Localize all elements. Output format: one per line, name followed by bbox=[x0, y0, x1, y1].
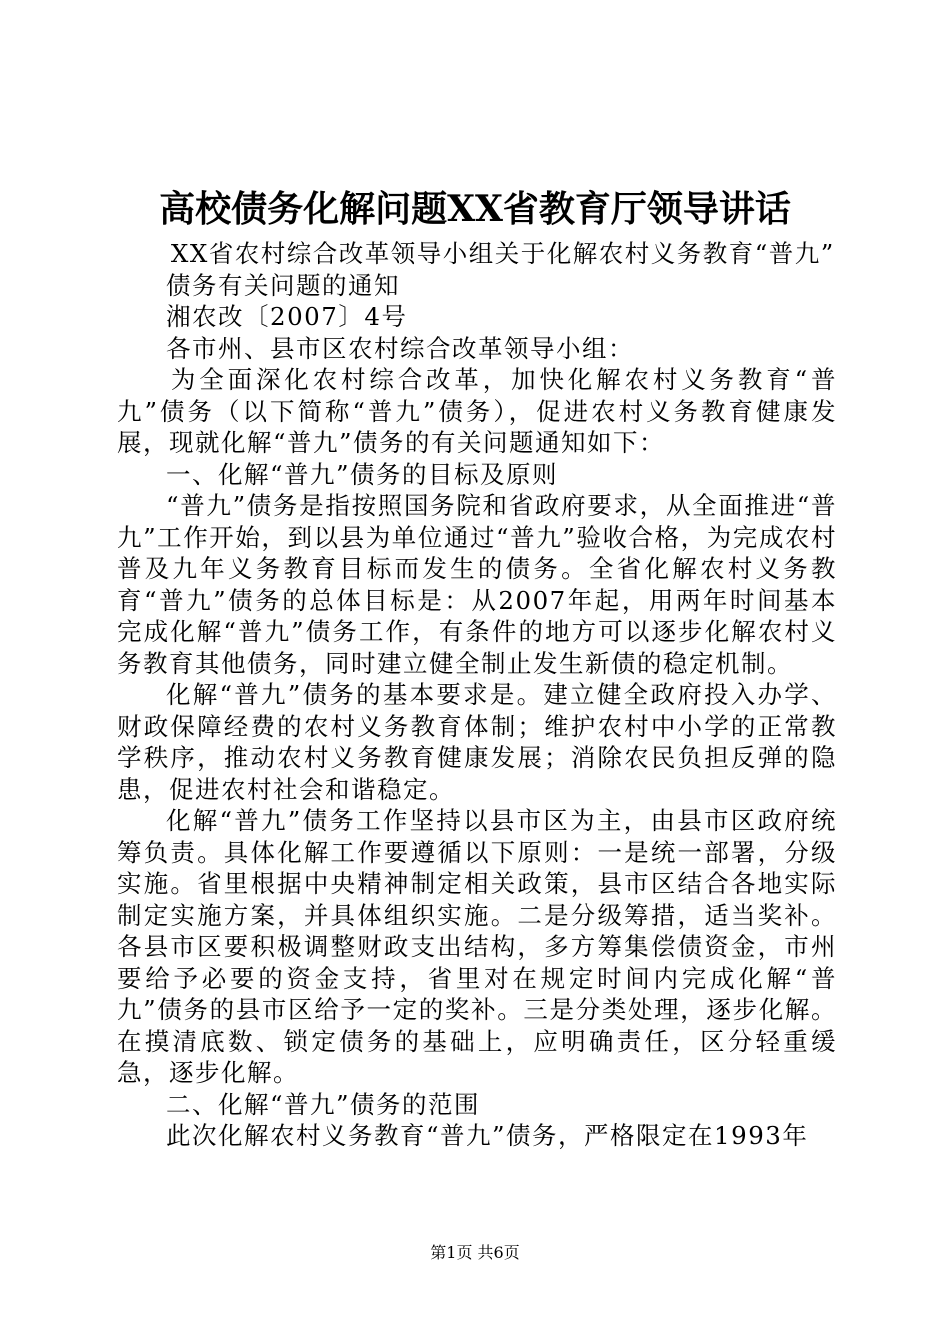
paragraph-definition: “普九”债务是指按照国务院和省政府要求，从全面推进“普九”工作开始，到以县为单位通过“普九”验收合格，为完成农村普及九年义务教育目标而发生的债务。全省化解农村义务教育“普九”债务的总体目标是：从2007年起，用两年时间基本完成化解“普九”债务工作，有条件的地方可以逐步化解农村义务教育其他债务，同时建立健全制止发生新债的稳定机制。 bbox=[117, 491, 837, 678]
section-heading-1: 一、化解“普九”债务的目标及原则 bbox=[166, 459, 559, 489]
paragraph-notice-heading-2: 债务有关问题的通知 bbox=[166, 270, 400, 300]
paragraph-notice-heading-1: XX省农村综合改革领导小组关于化解农村义务教育“普九” bbox=[170, 239, 835, 268]
document-body bbox=[117, 238, 837, 1152]
paragraph-principles: 化解“普九”债务工作坚持以县市区为主，由县市区政府统筹负责。具体化解工作要遵循以下原则：一是统一部署，分级实施。省里根据中央精神制定相关政策，县市区结合各地实际制定实施方案，并具体组织实施。二是分级筹措，适当奖补。各县市区要积极调整财政支出结构，多方筹集偿债资金，市州要给予必要的资金支持，省里对在规定时间内完成化解“普九”债务的县市区给予一定的奖补。三是分类处理，逐步化解。在摸清底数、锁定债务的基础上，应明确责任，区分轻重缓急，逐步化解。 bbox=[117, 806, 837, 1087]
paragraph-addressee: 各市州、县市区农村综合改革领导小组： bbox=[166, 333, 634, 363]
paragraph-basic-requirements: 化解“普九”债务的基本要求是。建立健全政府投入办学、财政保障经费的农村义务教育体制；维护农村中小学的正常教学秩序，推动农村义务教育健康发展；消除农民负担反弹的隐患，促进农村社会和谐稳定。 bbox=[117, 680, 837, 804]
paragraph-document-number: 湘农改〔2007〕4号 bbox=[166, 302, 408, 331]
paragraph-introduction: 为全面深化农村综合改革，加快化解农村义务教育“普九”债务（以下简称“普九”债务），促进农村义务教育健康发展，现就化解“普九”债务的有关问题通知如下： bbox=[117, 365, 837, 457]
section-heading-2: 二、化解“普九”债务的范围 bbox=[166, 1089, 481, 1119]
paragraph-scope: 此次化解农村义务教育“普九”债务，严格限定在1993年 bbox=[166, 1121, 809, 1150]
document-title: 高校债务化解问题XX省教育厅领导讲话 bbox=[159, 188, 791, 230]
page-number-footer: 第1页 共6页 bbox=[430, 1243, 520, 1262]
